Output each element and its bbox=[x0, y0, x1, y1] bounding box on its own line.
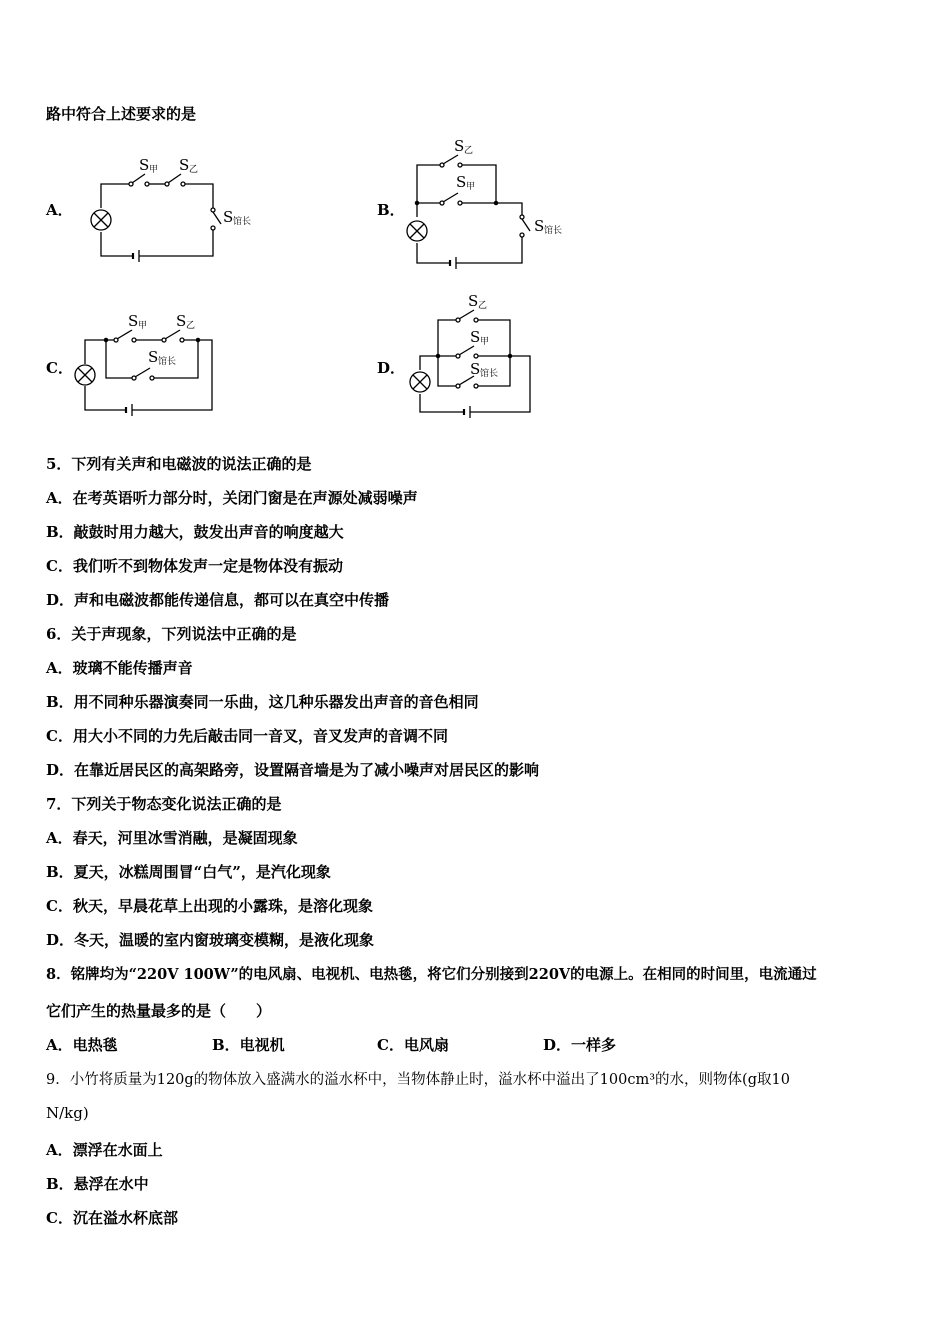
question-6-stem: 6．关于声现象，下列说法中正确的是 bbox=[46, 625, 297, 643]
svg-text:S: S bbox=[454, 137, 465, 155]
svg-text:甲: 甲 bbox=[149, 165, 159, 175]
switch-label-guanzhang bbox=[223, 208, 251, 227]
circuit-option-c-label: C． bbox=[46, 359, 73, 377]
circuit-diagram-d bbox=[400, 288, 600, 428]
question-6-option-a: A．玻璃不能传播声音 bbox=[46, 659, 193, 677]
question-5-option-a: A．在考英语听力部分时，关闭门窗是在声源处减弱噪声 bbox=[46, 489, 418, 507]
switch-label-yi bbox=[468, 292, 487, 311]
question-5-option-d: D．声和电磁波都能传递信息，都可以在真空中传播 bbox=[46, 591, 390, 609]
circuit-option-b-label: B． bbox=[377, 201, 405, 219]
question-6-option-b: B．用不同种乐器演奏同一乐曲，这几种乐器发出声音的音色相同 bbox=[46, 693, 479, 711]
question-8-option-a: A．电热毯 bbox=[46, 1036, 118, 1054]
circuit-diagram-a bbox=[85, 150, 285, 270]
svg-text:S: S bbox=[139, 156, 150, 174]
question-7-option-c: C．秋天，早晨花草上出现的小露珠，是溶化现象 bbox=[46, 897, 373, 915]
question-9-stem: 9．小竹将质量为120g的物体放入盛满水的溢水杯中，当物体静止时，溢水杯中溢出了100cm³的水，则物体(g取10 bbox=[46, 1072, 790, 1088]
svg-text:馆长: 馆长 bbox=[233, 217, 252, 227]
circuit-option-d-label: D． bbox=[377, 359, 406, 377]
switch-label-jia bbox=[470, 328, 489, 347]
svg-text:S: S bbox=[176, 312, 187, 330]
question-7-stem: 7．下列关于物态变化说法正确的是 bbox=[46, 795, 282, 813]
svg-text:乙: 乙 bbox=[186, 321, 196, 331]
svg-text:乙: 乙 bbox=[478, 301, 488, 311]
switch-label-yi bbox=[176, 312, 195, 331]
svg-text:S: S bbox=[128, 312, 139, 330]
svg-text:甲: 甲 bbox=[480, 337, 490, 347]
svg-text:S: S bbox=[468, 292, 479, 310]
switch-label-jia bbox=[139, 156, 158, 175]
question-6-option-c: C．用大小不同的力先后敲击同一音叉，音叉发声的音调不同 bbox=[46, 727, 448, 745]
svg-text:乙: 乙 bbox=[464, 146, 474, 156]
svg-text:乙: 乙 bbox=[189, 165, 199, 175]
svg-text:S: S bbox=[470, 328, 481, 346]
switch-label-guanzhang bbox=[470, 360, 498, 379]
switch-label-jia bbox=[128, 312, 147, 331]
question-8-option-b: B．电视机 bbox=[212, 1036, 285, 1054]
circuit-diagram-b bbox=[400, 135, 600, 275]
question-8-option-d: D．一样多 bbox=[543, 1036, 617, 1054]
switch-label-jia bbox=[456, 173, 475, 192]
question-5-option-b: B．敲鼓时用力越大，鼓发出声音的响度越大 bbox=[46, 523, 344, 541]
question-6-option-d: D．在靠近居民区的高架路旁，设置隔音墙是为了减小噪声对居民区的影响 bbox=[46, 761, 540, 779]
question-5-option-c: C．我们听不到物体发声一定是物体没有振动 bbox=[46, 557, 343, 575]
question-8-option-c: C．电风扇 bbox=[377, 1036, 449, 1054]
circuit-diagram-c bbox=[70, 300, 270, 420]
question-9-option-c: C．沉在溢水杯底部 bbox=[46, 1209, 178, 1227]
switch-label-yi bbox=[454, 137, 473, 156]
switch-label-yi bbox=[179, 156, 198, 175]
question-stem-continuation: 路中符合上述要求的是 bbox=[46, 105, 197, 123]
switch-label-guanzhang bbox=[534, 217, 562, 236]
question-8-stem-continued: 它们产生的热量最多的是（ ） bbox=[46, 1002, 272, 1020]
svg-text:馆长: 馆长 bbox=[480, 369, 499, 379]
svg-text:S: S bbox=[223, 208, 234, 226]
question-5-stem: 5．下列有关声和电磁波的说法正确的是 bbox=[46, 455, 312, 473]
question-8-stem: 8．铭牌均为“220V 100W”的电风扇、电视机、电热毯，将它们分别接到220V的电源上。在相同的时间里，电流通过 bbox=[46, 966, 817, 983]
svg-text:S: S bbox=[148, 348, 159, 366]
question-9-option-b: B．悬浮在水中 bbox=[46, 1175, 149, 1193]
question-9-stem-continued: N/kg) bbox=[46, 1104, 89, 1122]
switch-label-guanzhang bbox=[148, 348, 176, 367]
circuit-option-a-label: A． bbox=[46, 201, 73, 219]
svg-text:甲: 甲 bbox=[138, 321, 148, 331]
svg-text:馆长: 馆长 bbox=[544, 226, 563, 236]
question-7-option-a: A．春天，河里冰雪消融，是凝固现象 bbox=[46, 829, 298, 847]
svg-text:S: S bbox=[456, 173, 467, 191]
question-9-option-a: A．漂浮在水面上 bbox=[46, 1141, 163, 1159]
question-7-option-d: D．冬天，温暖的室内窗玻璃变模糊，是液化现象 bbox=[46, 931, 375, 949]
question-7-option-b: B．夏天，冰糕周围冒“白气”，是汽化现象 bbox=[46, 863, 331, 881]
svg-text:S: S bbox=[534, 217, 545, 235]
svg-text:馆长: 馆长 bbox=[158, 357, 177, 367]
svg-text:S: S bbox=[470, 360, 481, 378]
svg-text:甲: 甲 bbox=[466, 182, 476, 192]
svg-text:S: S bbox=[179, 156, 190, 174]
